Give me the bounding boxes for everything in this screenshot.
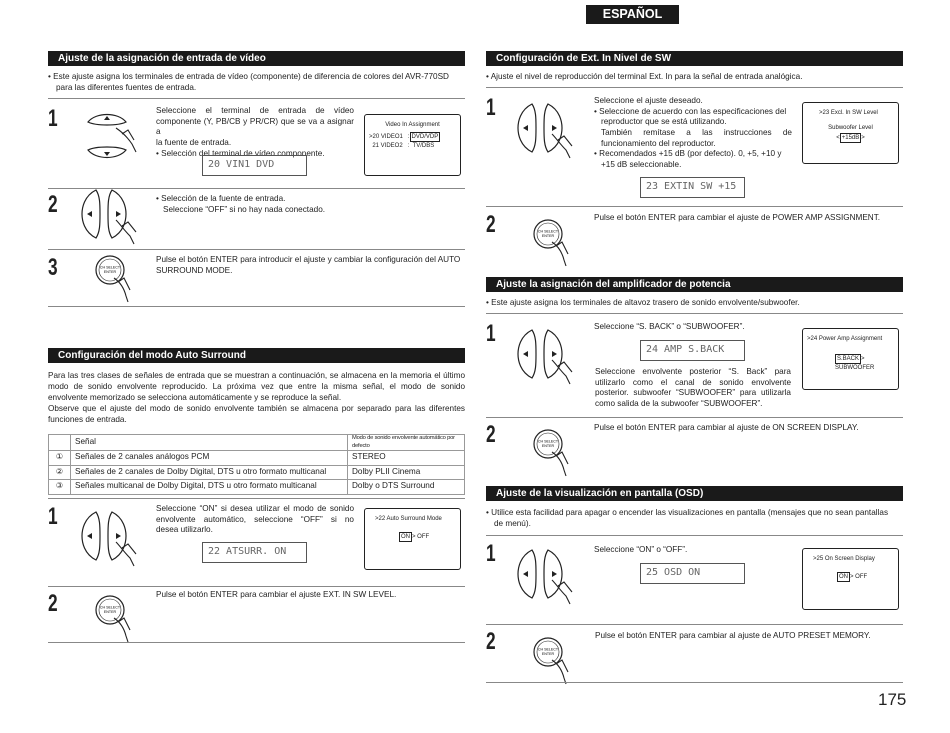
text-line: Para las tres clases de señales de entrada que se muestran a continuación, se almacena en la memoria el último xyxy=(48,371,465,380)
text-line: Seleccione envolvente posterior “S. Back” para xyxy=(595,367,791,376)
divider xyxy=(48,498,465,499)
step2-text: Pulse el botón ENTER para cambiar el ajuste de POWER AMP ASSIGNMENT. xyxy=(594,213,881,222)
enter-button-label: ENTER xyxy=(103,270,117,274)
step-number: 1 xyxy=(486,320,496,347)
screen-row xyxy=(807,354,894,373)
left-right-cursor-buttons-icon xyxy=(78,186,138,246)
table-row xyxy=(49,480,465,495)
power-amp-intro xyxy=(486,298,906,309)
step-number: 1 xyxy=(486,540,496,567)
enter-button-label: CH SELECT xyxy=(99,265,121,270)
step-number: 2 xyxy=(486,211,496,238)
text-line: componente (Y, PB/CB y PR/CR) que se va a asignar a xyxy=(156,116,354,137)
osd-screen xyxy=(364,508,461,570)
screen-title: >23 Excl. In SW Level xyxy=(819,110,878,116)
divider xyxy=(486,313,903,314)
table-cell-mode: STEREO xyxy=(348,451,465,466)
left-right-cursor-buttons-icon xyxy=(514,100,574,160)
section-title-power-amp: Ajuste la asignación del amplificador de potencia xyxy=(486,277,903,292)
screen-title: >22 Auto Surround Mode xyxy=(375,516,442,522)
left-right-cursor-buttons-icon xyxy=(514,546,574,606)
step-number: 2 xyxy=(486,628,496,655)
text-line: envolvente memorizado se selecciona automáticamente y se reproduce la señal. xyxy=(48,393,342,402)
table-header-signal: Señal xyxy=(71,435,348,451)
text-line: Observe que el ajuste del modo de sonido envolvente también se almacena por separado para las diferentes xyxy=(48,404,465,413)
divider xyxy=(486,206,903,207)
text-line: desea utilizarlo. xyxy=(156,525,213,535)
text-line: funciones de entrada. xyxy=(48,415,127,424)
table-cell-signal: Señales de 2 canales análogos PCM xyxy=(71,451,348,466)
osd-intro xyxy=(486,508,906,529)
bullet-text: Recomendados +15 dB (por defecto). 0, +5, +10 y xyxy=(599,149,782,159)
table-header-row xyxy=(49,435,465,451)
lcd-display: 25 OSD ON xyxy=(640,563,745,584)
screen-row: 21 VIDEO2 : TV/DBS xyxy=(369,143,435,149)
auto-surround-description xyxy=(48,370,465,425)
step-number: 3 xyxy=(48,254,58,281)
enter-button-label: CH SELECT xyxy=(99,605,121,610)
table-cell-number: ① xyxy=(49,451,71,466)
screen-selection: S.BACK xyxy=(837,356,860,362)
bullet-text: Seleccione de acuerdo con las especificaciones del xyxy=(599,106,787,116)
osd-screen xyxy=(802,328,899,390)
step-number: 2 xyxy=(48,191,58,218)
divider xyxy=(48,306,465,307)
enter-button-icon xyxy=(528,632,578,688)
osd-screen xyxy=(802,548,899,610)
up-down-cursor-buttons-icon xyxy=(82,108,142,168)
enter-button-icon xyxy=(90,250,140,306)
enter-button-label: CH SELECT xyxy=(537,229,559,234)
divider xyxy=(48,586,465,587)
intro-line: para las diferentes fuentes de entrada. xyxy=(56,82,197,92)
table-row xyxy=(49,465,465,480)
text-line: Pulse el botón ENTER para introducir el ajuste y cambiar la configuración del AUTO xyxy=(156,255,461,264)
step1-text xyxy=(594,96,792,171)
lcd-display: 24 AMP S.BACK xyxy=(640,340,745,361)
table-cell-number: ② xyxy=(49,465,71,480)
osd-screen xyxy=(364,114,461,176)
step-number: 2 xyxy=(486,421,496,448)
enter-button-label: ENTER xyxy=(103,610,117,614)
section-title-ext-in-sw: Configuración de Ext. In Nivel de SW xyxy=(486,51,903,66)
table-row xyxy=(49,451,465,466)
video-input-intro xyxy=(48,72,468,93)
screen-selection: ON xyxy=(401,534,410,540)
text-line: modo de sonido envolvente reproducido. La próxima vez que entre la misma señal, el modo de sonido xyxy=(48,382,465,391)
text-line: También remítase a las instrucciones de xyxy=(601,127,792,137)
text-line: la fuente de entrada. xyxy=(156,137,232,147)
table-cell-mode: Dolby PLII Cinema xyxy=(348,465,465,480)
table-cell-signal: Señales multicanal de Dolby Digital, DTS u otro formato multicanal xyxy=(71,480,348,495)
lcd-display: 20 VIN1 DVD xyxy=(202,155,307,176)
enter-button-icon xyxy=(528,214,578,270)
bullet-text: Selección de la fuente de entrada. xyxy=(161,194,286,203)
left-right-cursor-buttons-icon xyxy=(78,508,138,568)
screen-title: >25 On Screen Display xyxy=(813,556,875,562)
table-header-mode: Modo de sonido envolvente automático por defecto xyxy=(348,435,465,451)
bullet-text: Selección del terminal de vídeo componente. xyxy=(161,148,325,158)
enter-button-label: CH SELECT xyxy=(537,647,559,652)
enter-button-icon xyxy=(528,424,578,480)
intro-line: Este ajuste asigna los terminales de entrada de vídeo (componente) de diferencia de colores del AVR-770SD xyxy=(53,72,449,81)
enter-button-label: ENTER xyxy=(541,444,555,448)
text-line: reproductor que se está utilizando. xyxy=(601,117,727,127)
screen-subtitle: Subwoofer Level xyxy=(828,125,873,131)
enter-button-label: CH SELECT xyxy=(537,439,559,444)
screen-selection: DVD/VDP xyxy=(411,134,439,140)
table-cell xyxy=(49,435,71,451)
text-line: funcionamiento del reproductor. xyxy=(601,138,716,148)
step2-text: Pulse el botón ENTER para cambiar al ajuste de AUTO PRESET MEMORY. xyxy=(595,631,871,640)
text-line: SURROUND MODE. xyxy=(156,265,233,275)
screen-row: < +15dB > xyxy=(836,135,865,141)
screen-option: > OFF xyxy=(412,534,430,540)
step2-text xyxy=(156,194,406,215)
enter-button-label: ENTER xyxy=(541,234,555,238)
step-number: 1 xyxy=(48,503,58,530)
step1-text xyxy=(156,106,354,159)
section-title-osd: Ajuste de la visualización en pantalla (OSD) xyxy=(486,486,903,501)
intro-line: Ajuste el nivel de reproducción del terminal Ext. In para la señal de entrada analógica. xyxy=(490,72,803,81)
table-cell-number: ③ xyxy=(49,480,71,495)
enter-button-icon xyxy=(90,590,140,646)
intro-line: Utilice esta facilidad para apagar o encender las visualizaciones en pantalla (mensajes que no sean pantallas xyxy=(491,508,889,517)
step3-text xyxy=(156,255,466,276)
text-line: +15 dB seleccionable. xyxy=(601,159,682,169)
screen-title: Video In Assignment xyxy=(385,122,440,128)
screen-selection: ON xyxy=(839,574,848,580)
step1-text: Seleccione “S. BACK” o “SUBWOOFER”. xyxy=(594,322,745,331)
text-line: utilizarlo como el canal de sonido envolvente xyxy=(595,377,791,387)
step1-text xyxy=(156,504,354,536)
divider xyxy=(486,535,903,536)
screen-selection: +15dB xyxy=(841,135,860,141)
text-line: Seleccione el ajuste deseado. xyxy=(594,96,703,105)
step-number: 2 xyxy=(48,590,58,617)
screen-row xyxy=(807,572,894,582)
table-cell-mode: Dolby o DTS Surround xyxy=(348,480,465,495)
screen-title: >24 Power Amp Assignment xyxy=(807,336,883,342)
screen-row xyxy=(369,532,456,542)
divider xyxy=(486,682,903,683)
text-line: posterior. subwoofer “SUBWOOFER” para utilizarla xyxy=(595,388,791,398)
step-number: 1 xyxy=(48,105,58,132)
intro-line: Este ajuste asigna los terminales de altavoz trasero de sonido envolvente/subwoofer. xyxy=(491,298,800,307)
osd-screen xyxy=(802,102,899,164)
screen-row xyxy=(369,132,456,142)
language-tab: ESPAÑOL xyxy=(586,5,679,24)
page-number: 175 xyxy=(878,690,907,709)
step1-description xyxy=(595,367,791,410)
divider xyxy=(48,642,465,643)
intro-line: de menú). xyxy=(494,518,531,528)
divider xyxy=(486,87,903,88)
lcd-display: 22 ATSURR. ON xyxy=(202,542,307,563)
section-title-auto-surround: Configuración del modo Auto Surround xyxy=(48,348,465,363)
signal-table xyxy=(48,434,465,495)
divider xyxy=(486,624,903,625)
text-line: • Selección del terminal de vídeo componente. xyxy=(156,148,325,158)
step2-text: Pulse el botón ENTER para cambiar el ajuste EXT. IN SW LEVEL. xyxy=(156,590,397,599)
text-line: Seleccione “OFF” si no hay nada conectado. xyxy=(163,204,326,214)
divider xyxy=(48,98,465,99)
text-line: Seleccione el terminal de entrada de vídeo xyxy=(156,106,354,115)
screen-label: >20 VIDEO1 : xyxy=(369,134,410,140)
step1-text: Seleccione “ON” o “OFF”. xyxy=(594,545,688,554)
step2-text: Pulse el botón ENTER para cambiar al ajuste de ON SCREEN DISPLAY. xyxy=(594,423,859,432)
text-line: • Seleccione de acuerdo con las especificaciones del xyxy=(594,106,787,116)
text-line: • Recomendados +15 dB (por defecto). 0, +5, +10 y xyxy=(594,149,782,159)
screen-option: > SUBWOOFER xyxy=(835,356,875,371)
text-line: • Selección de la fuente de entrada. xyxy=(156,194,286,203)
ext-in-intro xyxy=(486,72,906,83)
section-title-video-input: Ajuste de la asignación de entrada de vídeo xyxy=(48,51,465,66)
divider xyxy=(486,417,903,418)
table-cell-signal: Señales de 2 canales de Dolby Digital, DTS u otro formato multicanal xyxy=(71,465,348,480)
enter-button-label: ENTER xyxy=(541,652,555,656)
text-line: como salida de la subwoofer “SUBWOOFER”. xyxy=(595,398,763,408)
text-line: Seleccione “ON” si desea utilizar el modo de sonido xyxy=(156,504,354,513)
left-right-cursor-buttons-icon xyxy=(514,326,574,386)
text-line: envolvente automático, seleccione “OFF” si no xyxy=(156,514,354,524)
screen-option: > OFF xyxy=(850,574,868,580)
step-number: 1 xyxy=(486,94,496,121)
lcd-display: 23 EXTIN SW +15 xyxy=(640,177,745,198)
